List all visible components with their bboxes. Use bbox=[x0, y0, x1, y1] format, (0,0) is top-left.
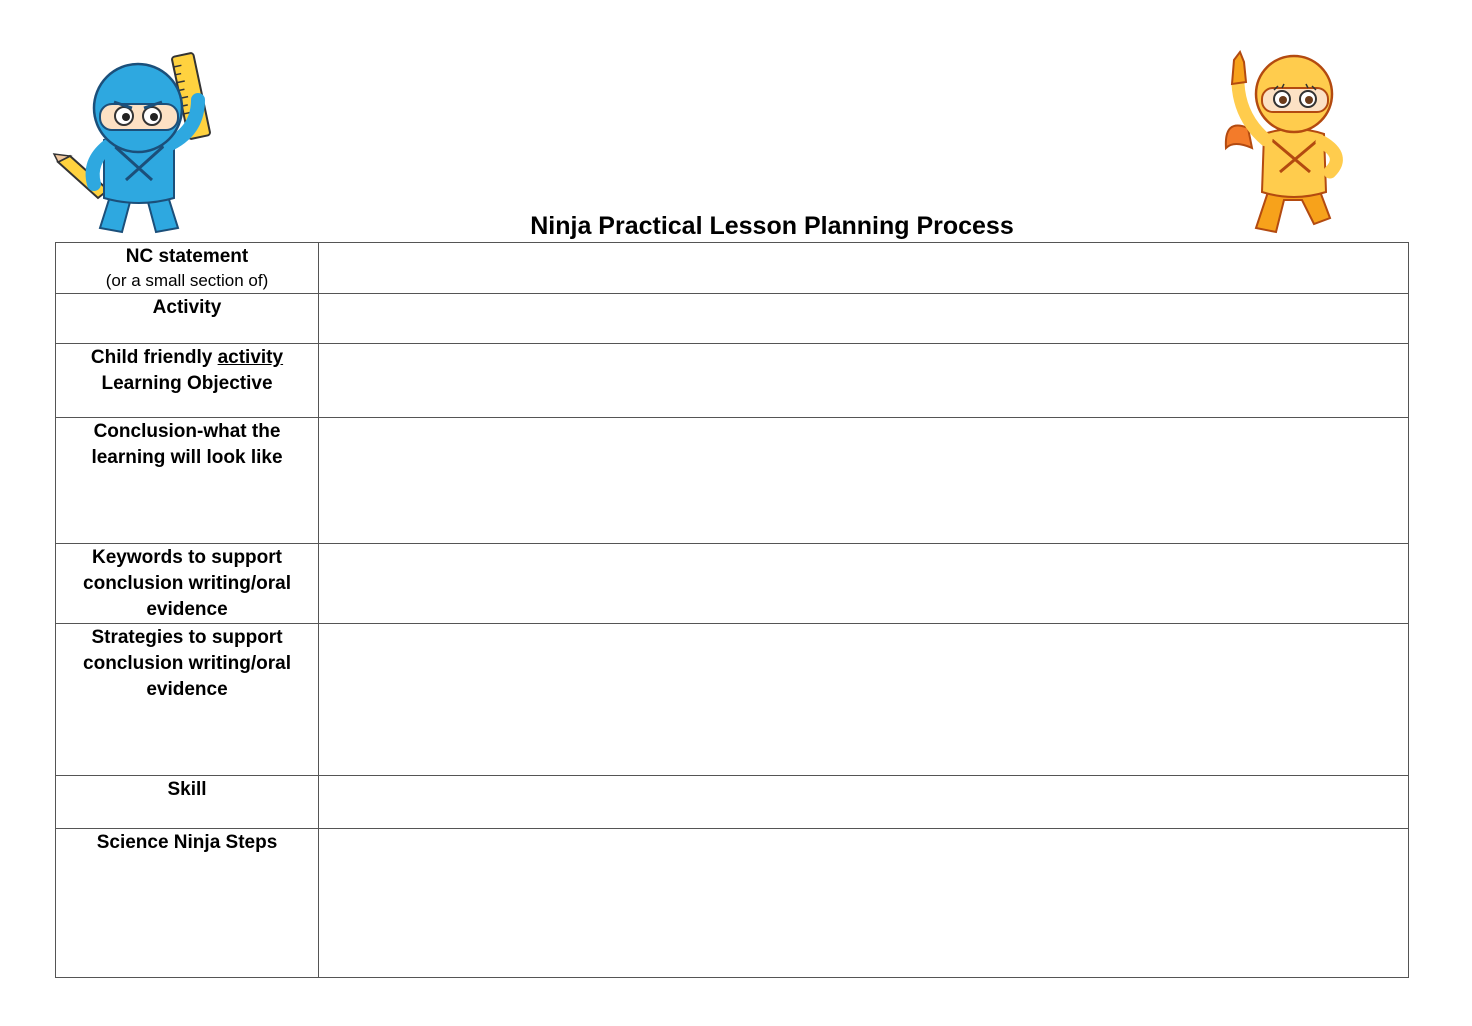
row-label: Science Ninja Steps bbox=[56, 829, 319, 978]
table-row bbox=[56, 243, 1409, 294]
row-label: Strategies to support conclusion writing/oral evidence bbox=[56, 624, 319, 776]
row-label: Keywords to support conclusion writing/oral evidence bbox=[56, 544, 319, 624]
table-row bbox=[56, 544, 1409, 624]
nc-statement-entry[interactable] bbox=[319, 243, 1409, 294]
page-title: Ninja Practical Lesson Planning Process bbox=[530, 212, 1014, 240]
learning-objective-entry[interactable] bbox=[319, 344, 1409, 418]
row-label-text: Child friendly bbox=[90, 347, 218, 368]
table-row bbox=[56, 829, 1409, 978]
row-label-text: Learning Objective bbox=[101, 373, 273, 394]
table-row bbox=[56, 776, 1409, 829]
row-label bbox=[56, 344, 319, 418]
row-label-note: (or a small section of) bbox=[105, 271, 269, 290]
table-row bbox=[56, 294, 1409, 344]
row-label-underlined: activity bbox=[217, 347, 284, 368]
table-row bbox=[56, 344, 1409, 418]
skill-entry[interactable] bbox=[319, 776, 1409, 829]
table-row bbox=[56, 624, 1409, 776]
row-label bbox=[56, 243, 319, 294]
keywords-entry[interactable] bbox=[319, 544, 1409, 624]
orange-ninja-illustration bbox=[1218, 48, 1352, 236]
row-label: Skill bbox=[56, 776, 319, 829]
conclusion-entry[interactable] bbox=[319, 418, 1409, 544]
row-label: Conclusion-what the learning will look like bbox=[56, 418, 319, 544]
row-label-text: NC statement bbox=[125, 246, 249, 267]
table-row bbox=[56, 418, 1409, 544]
science-ninja-steps-entry[interactable] bbox=[319, 829, 1409, 978]
strategies-entry[interactable] bbox=[319, 624, 1409, 776]
lesson-plan-table bbox=[55, 242, 1409, 978]
row-label: Activity bbox=[56, 294, 319, 344]
activity-entry[interactable] bbox=[319, 294, 1409, 344]
